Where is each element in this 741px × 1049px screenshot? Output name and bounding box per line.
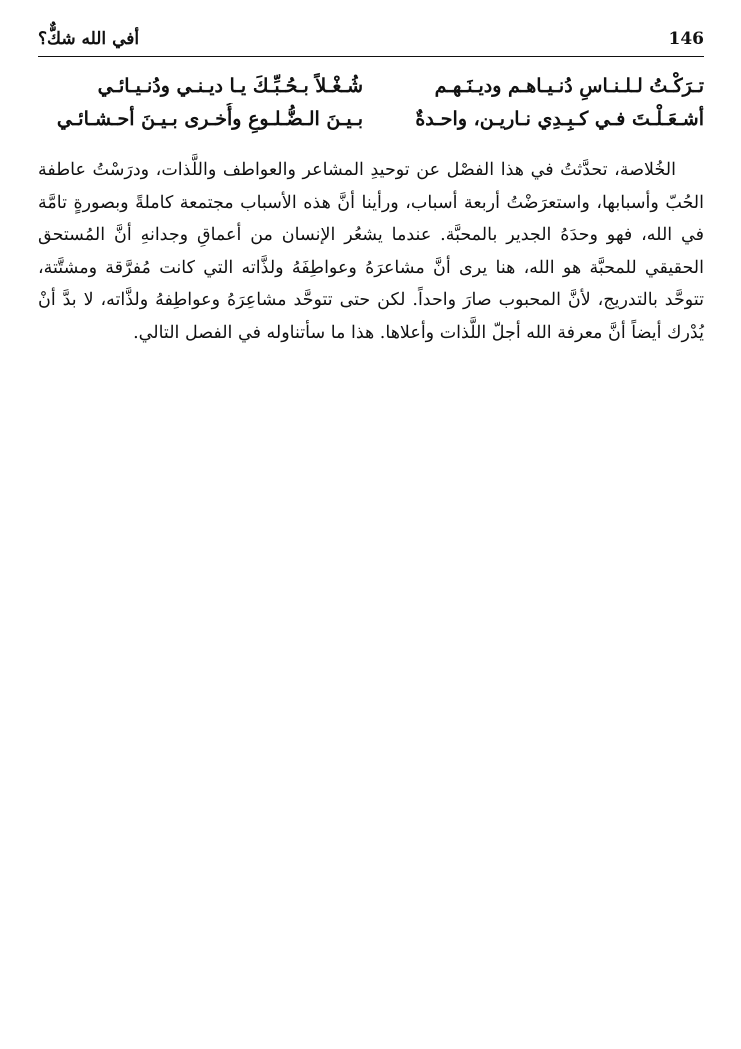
verse-second-hemistich: شُـغْـلاً بـحُـبِّـكَ يـا ديـنـي ودُنـيـائـي [97, 75, 363, 97]
verse-first-hemistich: أشـعَـلْـتَ فـي كـبِـدِي نـاريـن، واحـدةٌ [415, 108, 704, 130]
body-text [38, 154, 704, 350]
verse-second-hemistich: بـيـنَ الـضُّـلـوعِ وأُخـرى بـيـنَ أحـشـائـي [56, 108, 363, 130]
page-header [38, 24, 704, 57]
poem [38, 70, 704, 136]
poem-verse [38, 70, 704, 103]
running-title: أفي الله شكٌّ؟ [38, 29, 140, 49]
verse-first-hemistich: تـرَكْـتُ لـلـنـاسِ دُنـيـاهـم وديـنَـهـم [434, 75, 704, 97]
book-page [38, 24, 704, 1024]
paragraph: الخُلاصة، تحدَّثتُ في هذا الفصْل عن توحيدِ المشاعر والعواطف واللَّذات، ودرَسْتُ عاطفة الحُبّ وأسبابها، واستعرَضْتُ أربعة أسباب، ورأينا أنَّ هذه الأسباب مجتمعة كاملةً وبصورةٍ تامَّة في الله، فهو وحدَهُ الجدير بالمحبَّة. عندما يشعُر الإنسان من أعماقِ وجدانهِ أنَّ المُستحق الحقيقي للمحبَّة هو الله، هنا يرى أنَّ مشاعرَهُ وعواطِفَهُ ولذَّاته التي كانت مُفرَّقة ومشتَّتة، تتوحَّد بالتدريج، لأنَّ المحبوب صارَ واحداً. لكن حتى تتوحَّد مشاعِرَهُ وعواطِفهُ ولذَّاته، لا بدَّ أنْ يُدْرك أيضاً أنَّ معرفة الله أجلّ اللَّذات وأعلاها. هذا ما سأتناوله في الفصل التالي. [38, 160, 704, 343]
poem-verse [38, 103, 704, 136]
page-number: 146 [668, 29, 704, 49]
